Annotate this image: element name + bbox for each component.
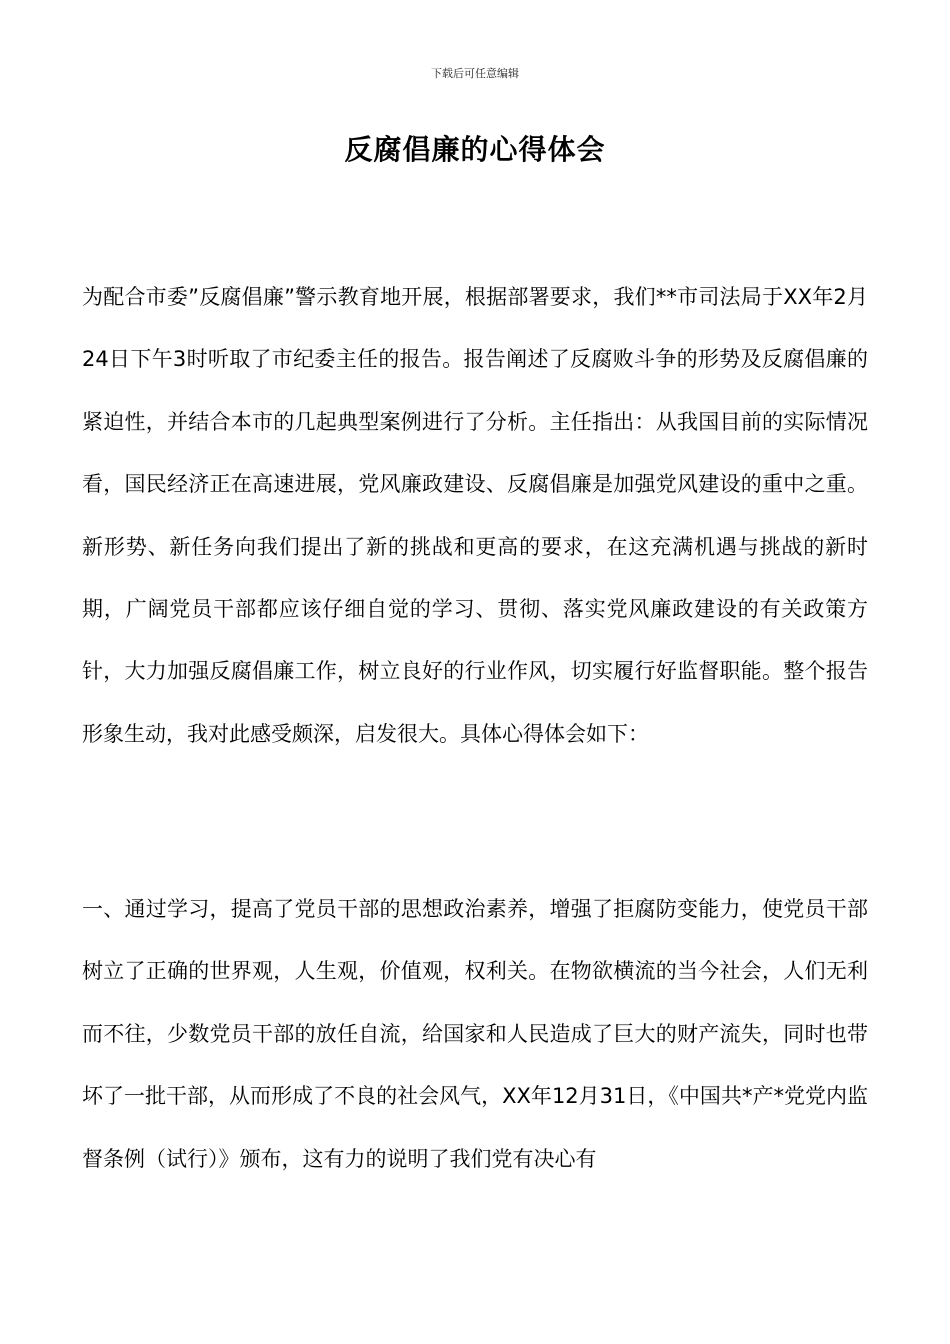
paragraph-section-one: 一、通过学习，提高了党员干部的思想政治素养，增强了拒腐防变能力，使党员干部树立了正确的世界观，人生观，价值观，权利关。在物欲横流的当今社会，人们无利而不往，少数党员干部的放任自流，给国家和人民造成了巨大的财产流失，同时也带坏了一批干部，从而形成了不良的社会风气，XX年12月31日，《中国共*产*党党内监督条例（试行）》颁布，这有力的说明了我们党有决心有 [82,897,868,1171]
header-note: 下载后可任意编辑 [431,67,519,80]
paragraph-intro: 为配合市委”反腐倡廉”警示教育地开展，根据部署要求，我们**市司法局于XX年2月24日下午3时听取了市纪委主任的报告。报告阐述了反腐败斗争的形势及反腐倡廉的紧迫性，并结合本市的几起典型案例进行了分析。主任指出：从我国目前的实际情况看，国民经济正在高速进展，党风廉政建设、反腐倡廉是加强党风建设的重中之重。新形势、新任务向我们提出了新的挑战和更高的要求，在这充满机遇与挑战的新时期，广阔党员干部都应该仔细自觉的学习、贯彻、落实党风廉政建设的有关政策方针，大力加强反腐倡廉工作，树立良好的行业作风，切实履行好监督职能。整个报告形象生动，我对此感受颇深，启发很大。具体心得体会如下： [82,285,868,746]
document-title: 反腐倡廉的心得体会 [344,133,606,166]
